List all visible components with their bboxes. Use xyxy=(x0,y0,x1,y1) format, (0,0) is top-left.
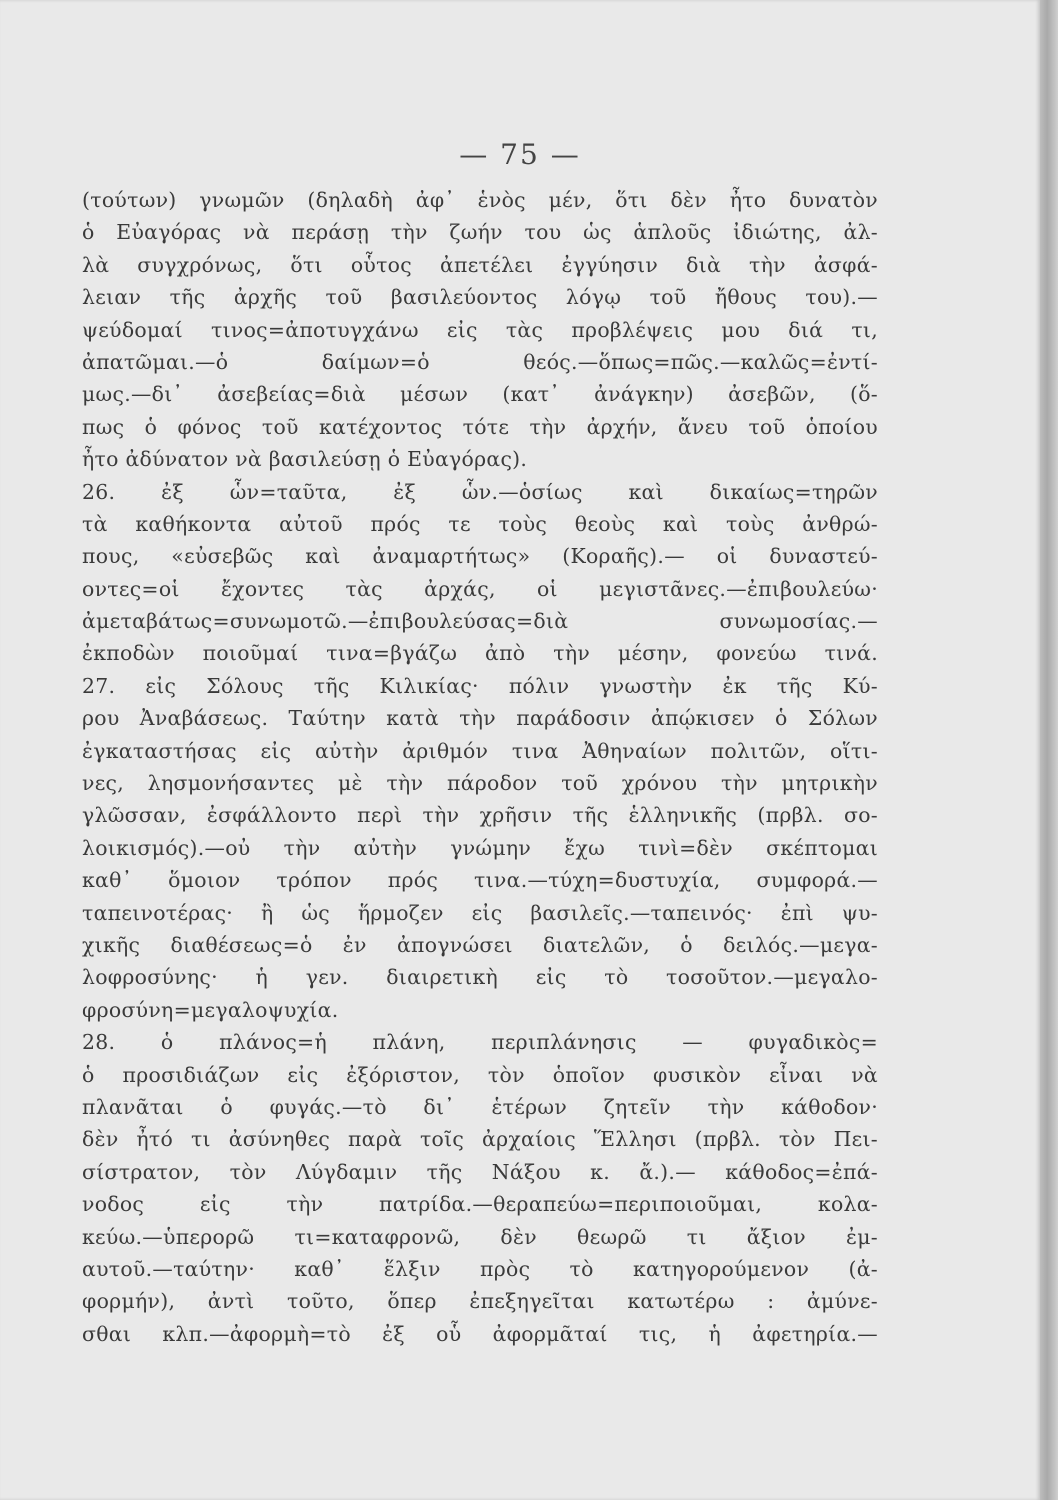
text-line: ρου Ἀναβάσεως. Ταύτην κατὰ τὴν παράδοσιν ἀπῴκισεν ὁ Σόλων xyxy=(82,706,878,731)
text-line: 28. ὁ πλάνος=ἡ πλάνη, περιπλάνησις — φυγαδικὸς= xyxy=(82,1030,878,1055)
text-line: πους, «εὐσεβῶς καὶ ἀναμαρτήτως» (Κοραῆς).— οἱ δυναστεύ- xyxy=(82,544,878,569)
text-line: λὰ συγχρόνως, ὅτι οὗτος ἀπετέλει ἐγγύησιν διὰ τὴν ἀσφά- xyxy=(82,252,878,277)
text-line: ὁ προσιδιάζων εἰς ἐξόριστον, τὸν ὁποῖον φυσικὸν εἶναι νὰ xyxy=(82,1062,878,1087)
text-line: οντες=οἱ ἔχοντες τὰς ἀρχάς, οἱ μεγιστᾶνες.—ἐπιβουλεύω· xyxy=(82,576,878,601)
text-line: λειαν τῆς ἀρχῆς τοῦ βασιλεύοντος λόγῳ τοῦ ἤθους του).— xyxy=(82,285,878,310)
text-line: κεύω.—ὑπερορῶ τι=καταφρονῶ, δὲν θεωρῶ τι ἄξιον ἐμ- xyxy=(82,1224,878,1249)
text-line: ἦτο ἀδύνατον νὰ βασιλεύσῃ ὁ Εὐαγόρας). xyxy=(82,447,528,472)
text-line: ἀπατῶμαι.—ὁ δαίμων=ὁ θεός.—ὅπως=πῶς.—καλῶς=ἐντί- xyxy=(82,349,878,374)
text-line: χικῆς διαθέσεως=ὁ ἐν ἀπογνώσει διατελῶν, ὁ δειλός.—μεγα- xyxy=(82,932,878,957)
page-edge xyxy=(1040,0,1058,1500)
text-line: 26. ἐξ ὧν=ταῦτα, ἐξ ὧν.—ὁσίως καὶ δικαίως=τηρῶν xyxy=(82,479,878,504)
text-line: ἐγκαταστήσας εἰς αὐτὴν ἀριθμόν τινα Ἀθηναίων πολιτῶν, οἵτι- xyxy=(82,738,878,763)
text-line: 27. εἰς Σόλους τῆς Κιλικίας· πόλιν γνωστὴν ἐκ τῆς Κύ- xyxy=(82,673,878,698)
page-number: — 75 — xyxy=(459,138,581,171)
text-line: ἀμεταβάτως=συνωμοτῶ.—ἐπιβουλεύσας=διὰ συνωμοσίας.— xyxy=(82,609,878,634)
text-line: ὁ Εὐαγόρας νὰ περάσῃ τὴν ζωήν του ὡς ἁπλοῦς ἰδιώτης, ἀλ- xyxy=(82,220,878,245)
text-line: φροσύνη=μεγαλοψυχία. xyxy=(82,997,339,1022)
text-line: νοδος εἰς τὴν πατρίδα.—θεραπεύω=περιποιοῦμαι, κολα- xyxy=(82,1192,878,1217)
text-line: ἐκποδὼν ποιοῦμαί τινα=βγάζω ἀπὸ τὴν μέσην, φονεύω τινά. xyxy=(82,641,878,666)
text-line: πως ὁ φόνος τοῦ κατέχοντος τότε τὴν ἀρχήν, ἄνευ τοῦ ὁποίου xyxy=(82,414,878,439)
commentary-text xyxy=(82,184,878,1350)
text-line: δὲν ἦτό τι ἀσύνηθες παρὰ τοῖς ἀρχαίοις Ἕλλησι (πρβλ. τὸν Πει- xyxy=(82,1127,878,1152)
text-line: σίστρατον, τὸν Λύγδαμιν τῆς Νάξου κ. ἄ.).— κάθοδος=ἐπά- xyxy=(82,1159,878,1184)
text-line: λοικισμός).—οὐ τὴν αὐτὴν γνώμην ἔχω τινὶ=δὲν σκέπτομαι xyxy=(82,835,878,860)
text-line: νες, λησμονήσαντες μὲ τὴν πάροδον τοῦ χρόνου τὴν μητρικὴν xyxy=(82,771,878,796)
text-line: λοφροσύνης· ἡ γεν. διαιρετικὴ εἰς τὸ τοσοῦτον.—μεγαλο- xyxy=(82,965,878,990)
text-line: φορμήν), ἀντὶ τοῦτο, ὅπερ ἐπεξηγεῖται κατωτέρω : ἀμύνε- xyxy=(82,1289,878,1314)
text-line: (τούτων) γνωμῶν (δηλαδὴ ἀφ᾽ ἑνὸς μέν, ὅτι δὲν ἦτο δυνατὸν xyxy=(82,188,878,212)
text-line: γλῶσσαν, ἐσφάλλοντο περὶ τὴν χρῆσιν τῆς ἑλληνικῆς (πρβλ. σο- xyxy=(82,803,878,828)
text-line: σθαι κλπ.—ἀφορμὴ=τὸ ἐξ οὗ ἀφορμᾶταί τις, ἡ ἀφετηρία.— xyxy=(82,1321,878,1346)
text-line: τὰ καθήκοντα αὐτοῦ πρός τε τοὺς θεοὺς καὶ τοὺς ἀνθρώ- xyxy=(82,511,878,536)
text-line: μως.—δι᾽ ἀσεβείας=διὰ μέσων (κατ᾽ ἀνάγκην) ἀσεβῶν, (ὅ- xyxy=(82,382,878,407)
text-line: ψεύδομαί τινος=ἀποτυγχάνω εἰς τὰς προβλέψεις μου διά τι, xyxy=(82,317,878,342)
text-line: πλανᾶται ὁ φυγάς.—τὸ δι᾽ ἑτέρων ζητεῖν τὴν κάθοδον· xyxy=(82,1094,878,1119)
text-line: καθ᾽ ὅμοιον τρόπον πρός τινα.—τύχη=δυστυχία, συμφορά.— xyxy=(82,868,878,893)
text-line: αυτοῦ.—ταύτην· καθ᾽ ἕλξιν πρὸς τὸ κατηγορούμενον (ἀ- xyxy=(82,1256,878,1281)
text-line: ταπεινοτέρας· ἢ ὡς ἥρμοζεν εἰς βασιλεῖς.—ταπεινός· ἐπὶ ψυ- xyxy=(82,900,878,925)
